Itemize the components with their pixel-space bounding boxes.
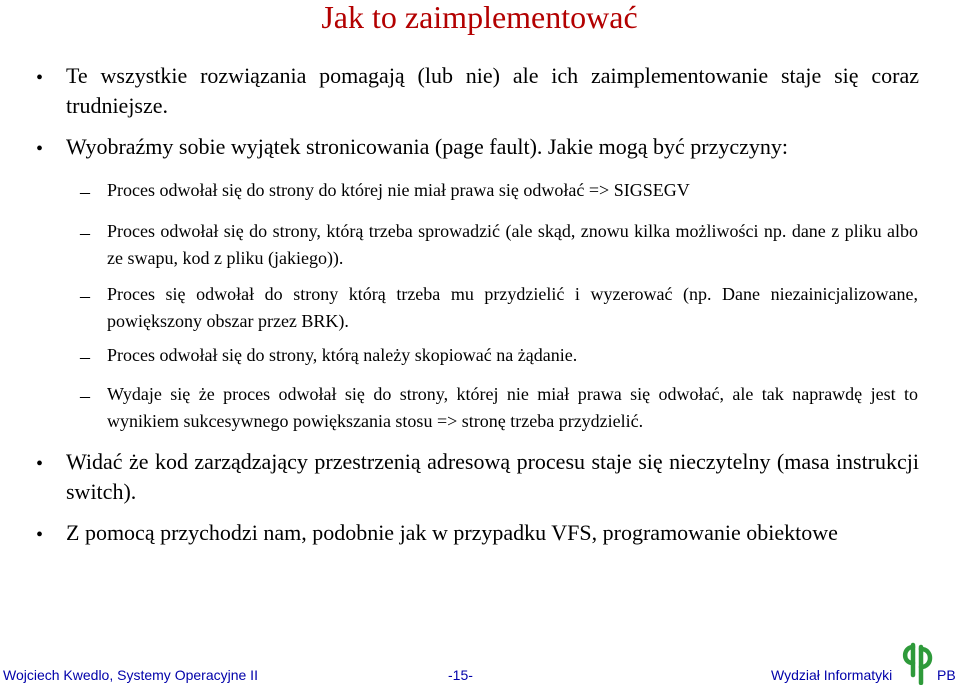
footer-page-number: -15- xyxy=(448,667,473,683)
subbullet-marker: – xyxy=(80,222,90,244)
slide-title: Jak to zaimplementować xyxy=(321,0,638,35)
subbullet-text: Proces odwołał się do strony, którą trzeba sprowadzić (ale skąd, znowu kilka możliwości np. dane z pliku albo ze swapu, kod z pliku (jakiego)). xyxy=(107,221,918,268)
subbullet-marker: – xyxy=(80,285,90,307)
bullet-marker: • xyxy=(36,524,44,546)
subbullet-text: Wydaje się że proces odwołał się do strony, której nie miał prawa się odwołać, ale tak naprawdę jest to wynikiem sukcesywnego powiększania stosu => stronę trzeba przydzielić. xyxy=(107,384,918,431)
bullet-text: Widać że kod zarządzający przestrzenią adresową procesu staje się nieczytelny (masa instrukcji switch). xyxy=(66,449,919,504)
footer-logo-text: PB xyxy=(937,667,956,683)
subbullet-marker: – xyxy=(80,181,90,203)
subbullet-text: Proces odwołał się do strony do której nie miał prawa się odwołać => SIGSEGV xyxy=(107,180,690,200)
bullet-marker: • xyxy=(36,138,44,160)
subbullet-marker: – xyxy=(80,385,90,407)
subbullet-text: Proces się odwołał do strony którą trzeba mu przydzielić i wyzerować (np. Dane niezainicjalizowane, powiększony obszar przez BRK). xyxy=(107,284,918,331)
bullet-text: Te wszystkie rozwiązania pomagają (lub nie) ale ich zaimplementowanie staje się coraz trudniejsze. xyxy=(66,63,919,118)
bullet-text: Wyobraźmy sobie wyjątek stronicowania (page fault). Jakie mogą być przyczyny: xyxy=(66,134,788,159)
bullet-text: Z pomocą przychodzi nam, podobnie jak w przypadku VFS, programowanie obiektowe xyxy=(66,520,838,545)
bullet-marker: • xyxy=(36,453,44,475)
footer-author: Wojciech Kwedlo, Systemy Operacyjne II xyxy=(3,667,258,683)
subbullet-marker: – xyxy=(80,346,90,368)
subbullet-text: Proces odwołał się do strony, którą należy skopiować na żądanie. xyxy=(107,345,578,365)
bullet-marker: • xyxy=(36,67,44,89)
footer-faculty: Wydział Informatyki xyxy=(771,667,893,683)
university-logo-icon xyxy=(899,641,939,685)
